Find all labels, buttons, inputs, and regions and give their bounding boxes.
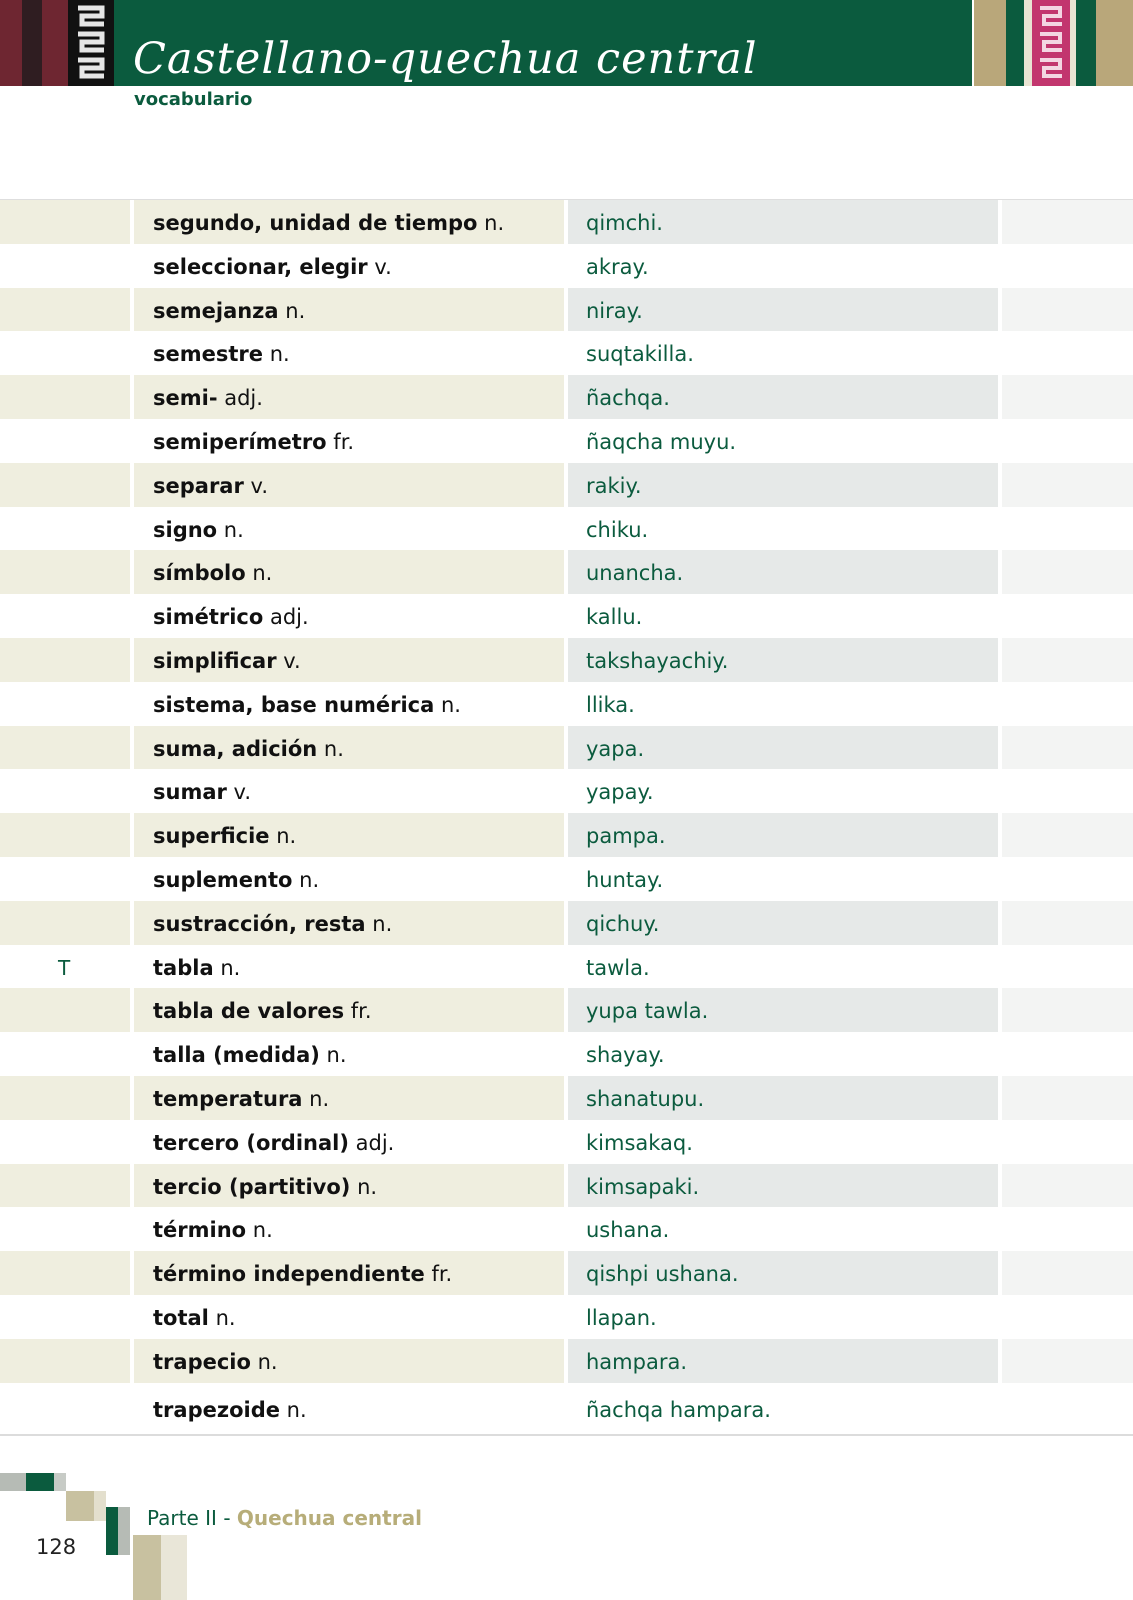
vocab-row xyxy=(0,1076,1133,1120)
row-end-cell xyxy=(1002,1339,1133,1383)
part-of-speech: fr. xyxy=(333,429,355,454)
row-margin-cell xyxy=(0,1164,130,1208)
spanish-term: tabla xyxy=(153,955,214,980)
header-stripe-tan-2 xyxy=(1096,0,1133,86)
row-margin-cell xyxy=(0,813,130,857)
quechua-translation: tawla. xyxy=(586,955,650,980)
footer-separator: - xyxy=(223,1506,231,1530)
vocab-row xyxy=(0,1383,1133,1437)
part-of-speech: v. xyxy=(374,254,392,279)
spanish-term: total xyxy=(153,1305,209,1330)
page-number: 128 xyxy=(36,1535,77,1559)
row-margin-cell xyxy=(0,331,130,375)
part-of-speech: n. xyxy=(276,824,297,849)
andean-pattern-icon-right xyxy=(1032,0,1070,86)
row-end-cell xyxy=(1002,331,1133,375)
part-of-speech: n. xyxy=(309,1086,330,1111)
vocab-row xyxy=(0,1295,1133,1339)
quechua-translation: ñachqa hampara. xyxy=(586,1397,771,1422)
section-letter: T xyxy=(58,955,71,980)
vocab-row xyxy=(0,1207,1133,1251)
spanish-entry xyxy=(153,1398,307,1422)
quechua-translation: pampa. xyxy=(586,824,666,849)
spanish-entry xyxy=(153,342,290,366)
header-stripe-green-r1 xyxy=(1006,0,1024,86)
spanish-entry xyxy=(153,868,319,892)
spanish-entry xyxy=(153,1262,452,1286)
row-end-cell xyxy=(1002,769,1133,813)
row-end-cell xyxy=(1002,1164,1133,1208)
header-stripe-green-r2 xyxy=(1076,0,1096,86)
quechua-translation: yapa. xyxy=(586,736,645,761)
andean-pattern-icon xyxy=(68,0,114,86)
spanish-entry xyxy=(153,1043,347,1067)
vocab-row xyxy=(0,857,1133,901)
spanish-term: talla (medida) xyxy=(153,1043,320,1068)
row-margin-cell xyxy=(0,1251,130,1295)
vocab-row xyxy=(0,375,1133,419)
footer-block-green xyxy=(26,1473,54,1491)
quechua-translation: huntay. xyxy=(586,867,664,892)
vocab-row xyxy=(0,988,1133,1032)
row-end-cell xyxy=(1002,1032,1133,1076)
row-margin-cell xyxy=(0,594,130,638)
spanish-term: sustracción, resta xyxy=(153,911,366,936)
vocab-row xyxy=(0,288,1133,332)
row-margin-cell xyxy=(0,638,130,682)
quechua-translation: shayay. xyxy=(586,1043,665,1068)
row-end-cell xyxy=(1002,419,1133,463)
page-subtitle: vocabulario xyxy=(134,89,253,110)
woven-pattern-right xyxy=(1032,0,1070,86)
quechua-translation: yapay. xyxy=(586,780,654,805)
vocab-row xyxy=(0,901,1133,945)
row-margin-cell xyxy=(0,419,130,463)
row-end-cell xyxy=(1002,1295,1133,1339)
row-end-cell xyxy=(1002,638,1133,682)
vocab-row xyxy=(0,682,1133,726)
row-margin-cell xyxy=(0,1207,130,1251)
spanish-entry xyxy=(153,1175,377,1199)
woven-pattern-left xyxy=(68,0,114,86)
vocab-row xyxy=(0,813,1133,857)
header-stripe-maroon-2 xyxy=(42,0,68,86)
part-of-speech: n. xyxy=(286,1397,307,1422)
part-of-speech: v. xyxy=(250,473,269,498)
spanish-entry xyxy=(153,518,244,542)
row-margin-cell xyxy=(0,244,130,288)
vocab-row xyxy=(0,945,1133,989)
spanish-term: simplificar xyxy=(153,648,277,673)
row-end-cell xyxy=(1002,1251,1133,1295)
spanish-entry xyxy=(153,1350,278,1374)
header-stripe-cream xyxy=(1024,0,1032,86)
vocab-row xyxy=(0,419,1133,463)
row-margin-cell xyxy=(0,682,130,726)
row-end-cell xyxy=(1002,857,1133,901)
row-margin-cell xyxy=(0,988,130,1032)
header-stripe-tan xyxy=(974,0,1006,86)
quechua-translation: qichuy. xyxy=(586,911,660,936)
header-stripe-dark xyxy=(22,0,42,86)
vocab-row xyxy=(0,594,1133,638)
vocab-row xyxy=(0,1251,1133,1295)
header-stripe-maroon xyxy=(0,0,22,86)
footer-block-tan-2 xyxy=(133,1535,161,1600)
row-end-cell xyxy=(1002,200,1133,244)
quechua-translation: qimchi. xyxy=(586,211,663,235)
row-margin-cell xyxy=(0,1339,130,1383)
page-title: Castellano-quechua central xyxy=(133,34,758,84)
spanish-term: seleccionar, elegir xyxy=(153,254,368,279)
row-margin-cell xyxy=(0,901,130,945)
spanish-term: sumar xyxy=(153,780,227,805)
spanish-term: superficie xyxy=(153,824,270,849)
part-of-speech: adj. xyxy=(224,386,263,411)
quechua-translation: chiku. xyxy=(586,517,649,542)
row-end-cell xyxy=(1002,507,1133,551)
footer-block-green-2 xyxy=(106,1507,118,1555)
footer-block-cream-2 xyxy=(161,1535,187,1600)
quechua-translation: kimsapaki. xyxy=(586,1174,700,1199)
row-end-cell xyxy=(1002,945,1133,989)
vocab-row xyxy=(0,331,1133,375)
quechua-translation: llika. xyxy=(586,692,635,717)
spanish-entry xyxy=(153,386,263,410)
part-of-speech: n. xyxy=(299,867,320,892)
part-of-speech: fr. xyxy=(350,999,372,1024)
footer-part: Parte II xyxy=(147,1506,217,1530)
row-margin-cell xyxy=(0,857,130,901)
spanish-entry xyxy=(153,1087,329,1111)
spanish-entry xyxy=(153,1218,273,1242)
vocab-row xyxy=(0,769,1133,813)
spanish-term: signo xyxy=(153,517,218,542)
quechua-translation: kimsakaq. xyxy=(586,1130,693,1155)
row-end-cell xyxy=(1002,726,1133,770)
quechua-translation: ushana. xyxy=(586,1218,670,1243)
spanish-entry xyxy=(153,255,392,279)
vocab-row xyxy=(0,638,1133,682)
footer-block-tan xyxy=(66,1491,94,1521)
part-of-speech: v. xyxy=(283,648,301,673)
spanish-entry xyxy=(153,299,305,323)
row-margin-cell xyxy=(0,1295,130,1339)
spanish-entry xyxy=(153,211,504,235)
row-end-cell xyxy=(1002,550,1133,594)
spanish-term: semejanza xyxy=(153,298,279,323)
spanish-entry xyxy=(153,474,268,498)
row-margin-cell xyxy=(0,1120,130,1164)
row-end-cell xyxy=(1002,1207,1133,1251)
spanish-term: tercero (ordinal) xyxy=(153,1130,349,1155)
spanish-term: segundo, unidad de tiempo xyxy=(153,211,478,235)
spanish-entry xyxy=(153,1131,394,1155)
row-end-cell xyxy=(1002,988,1133,1032)
quechua-translation: akray. xyxy=(586,254,649,279)
quechua-translation: hampara. xyxy=(586,1349,688,1374)
vocab-row xyxy=(0,507,1133,551)
spanish-entry xyxy=(153,693,461,717)
footer-section-label xyxy=(147,1506,422,1530)
spanish-term: trapezoide xyxy=(153,1397,280,1422)
page-header xyxy=(0,0,1133,86)
spanish-term: término independiente xyxy=(153,1262,425,1287)
row-end-cell xyxy=(1002,594,1133,638)
quechua-translation: niray. xyxy=(586,298,643,323)
spanish-term: término xyxy=(153,1218,247,1243)
quechua-translation: ñaqcha muyu. xyxy=(586,429,737,454)
row-margin-cell xyxy=(0,463,130,507)
vocab-row xyxy=(0,550,1133,594)
row-margin-cell xyxy=(0,1032,130,1076)
row-end-cell xyxy=(1002,813,1133,857)
vocab-row xyxy=(0,1032,1133,1076)
part-of-speech: n. xyxy=(285,298,306,323)
spanish-term: trapecio xyxy=(153,1349,251,1374)
quechua-translation: yupa tawla. xyxy=(586,999,709,1024)
quechua-translation: suqtakilla. xyxy=(586,342,694,367)
part-of-speech: n. xyxy=(252,1218,273,1243)
part-of-speech: n. xyxy=(484,211,505,235)
quechua-translation: shanatupu. xyxy=(586,1086,705,1111)
part-of-speech: n. xyxy=(220,955,241,980)
footer-block-gray-2 xyxy=(54,1473,66,1491)
vocabulary-table xyxy=(0,200,1133,1437)
table-bottom-rule xyxy=(0,1434,1133,1436)
spanish-term: sistema, base numérica xyxy=(153,692,435,717)
vocab-row xyxy=(0,1339,1133,1383)
row-end-cell xyxy=(1002,288,1133,332)
part-of-speech: n. xyxy=(440,692,461,717)
part-of-speech: n. xyxy=(372,911,393,936)
vocab-row xyxy=(0,244,1133,288)
footer-part-name: Quechua central xyxy=(236,1506,422,1530)
spanish-term: tercio (partitivo) xyxy=(153,1174,351,1199)
spanish-entry xyxy=(153,430,354,454)
part-of-speech: fr. xyxy=(431,1262,453,1287)
quechua-translation: ñachqa. xyxy=(586,386,670,411)
row-end-cell xyxy=(1002,901,1133,945)
part-of-speech: n. xyxy=(223,517,244,542)
row-end-cell xyxy=(1002,375,1133,419)
quechua-translation: rakiy. xyxy=(586,473,642,498)
spanish-term: tabla de valores xyxy=(153,999,345,1024)
part-of-speech: n. xyxy=(269,342,290,367)
row-end-cell xyxy=(1002,1076,1133,1120)
part-of-speech: n. xyxy=(257,1349,278,1374)
row-margin-cell xyxy=(0,1383,130,1437)
footer-block-gray xyxy=(0,1473,26,1491)
spanish-term: separar xyxy=(153,473,244,498)
spanish-entry xyxy=(153,561,272,585)
spanish-term: suplemento xyxy=(153,867,293,892)
part-of-speech: adj. xyxy=(269,605,309,630)
spanish-entry xyxy=(153,912,392,936)
row-margin-cell xyxy=(0,507,130,551)
vocab-row xyxy=(0,726,1133,770)
spanish-entry xyxy=(153,956,240,980)
row-margin-cell xyxy=(0,375,130,419)
spanish-entry xyxy=(153,999,372,1023)
row-margin-cell xyxy=(0,726,130,770)
quechua-translation: llapan. xyxy=(586,1305,657,1330)
row-margin-cell xyxy=(0,769,130,813)
spanish-entry xyxy=(153,1306,236,1330)
footer-block-gray-3 xyxy=(118,1507,130,1555)
spanish-entry xyxy=(153,780,251,804)
spanish-term: semestre xyxy=(153,342,264,367)
part-of-speech: n. xyxy=(215,1305,236,1330)
row-margin-cell xyxy=(0,288,130,332)
spanish-term: suma, adición xyxy=(153,736,318,761)
part-of-speech: adj. xyxy=(355,1130,395,1155)
vocab-row xyxy=(0,463,1133,507)
footer-block-cream xyxy=(94,1491,106,1521)
row-end-cell xyxy=(1002,682,1133,726)
spanish-entry xyxy=(153,605,309,629)
spanish-term: semi- xyxy=(153,386,218,411)
row-margin-cell xyxy=(0,550,130,594)
part-of-speech: n. xyxy=(252,561,273,586)
quechua-translation: unancha. xyxy=(586,561,684,586)
vocab-row xyxy=(0,200,1133,244)
spanish-entry xyxy=(153,649,301,673)
row-end-cell xyxy=(1002,1383,1133,1437)
spanish-entry xyxy=(153,824,296,848)
vocab-row xyxy=(0,1164,1133,1208)
row-margin-cell xyxy=(0,200,130,244)
row-end-cell xyxy=(1002,463,1133,507)
vocab-row xyxy=(0,1120,1133,1164)
quechua-translation: kallu. xyxy=(586,605,643,630)
spanish-entry xyxy=(153,737,344,761)
part-of-speech: n. xyxy=(323,736,344,761)
part-of-speech: n. xyxy=(357,1174,378,1199)
row-margin-cell xyxy=(0,1076,130,1120)
spanish-term: temperatura xyxy=(153,1086,303,1111)
spanish-term: semiperímetro xyxy=(153,429,327,454)
row-end-cell xyxy=(1002,244,1133,288)
part-of-speech: v. xyxy=(233,780,252,805)
spanish-term: simétrico xyxy=(153,605,264,630)
spanish-term: símbolo xyxy=(153,561,246,586)
quechua-translation: qishpi ushana. xyxy=(586,1262,739,1287)
quechua-translation: takshayachiy. xyxy=(586,648,729,673)
part-of-speech: n. xyxy=(326,1043,347,1068)
row-end-cell xyxy=(1002,1120,1133,1164)
